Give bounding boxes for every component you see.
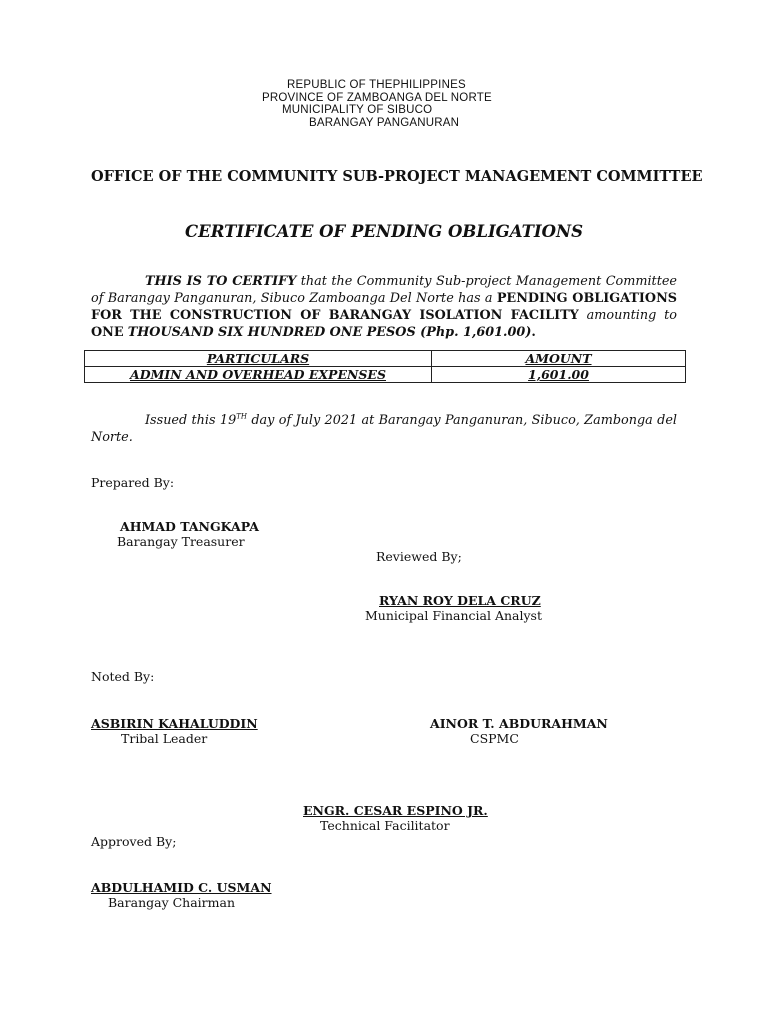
certificate-title: CERTIFICATE OF PENDING OBLIGATIONS: [184, 222, 584, 241]
header-province: PROVINCE OF ZAMBOANGA DEL NORTE: [262, 92, 492, 104]
certify-lead: THIS IS TO CERTIFY: [145, 274, 297, 289]
header-amount: AMOUNT: [432, 351, 686, 367]
table-row: [85, 367, 686, 383]
approved-label: Approved By;: [91, 834, 177, 849]
issued-paragraph: [91, 412, 677, 446]
header-municipality: MUNICIPALITY OF SIBUCO: [282, 104, 433, 116]
certify-amount-words-1: ONE: [91, 325, 124, 340]
approved-role: Barangay Chairman: [108, 895, 236, 910]
noted-left-name: ASBIRIN KAHALUDDIN: [91, 716, 258, 731]
table-header-row: [85, 351, 686, 367]
office-heading: OFFICE OF THE COMMUNITY SUB-PROJECT MANAGEMENT COMMITTEE: [91, 168, 703, 185]
issued-post: day of July 2021 at Barangay Panganuran, Sibuco, Zambonga del Norte.: [91, 413, 677, 445]
noted-center-name: ENGR. CESAR ESPINO JR.: [303, 803, 488, 818]
certify-end: .: [531, 325, 536, 340]
prepared-label: Prepared By:: [91, 475, 175, 490]
reviewed-label: Reviewed By;: [376, 549, 462, 564]
obligations-table: [84, 350, 686, 383]
header-barangay: BARANGAY PANGANURAN: [309, 117, 460, 129]
cell-amount: 1,601.00: [432, 367, 686, 383]
certify-obligation: PENDING OBLIGATIONS FOR THE CONSTRUCTION OF BARANGAY ISOLATION FACILITY: [91, 291, 678, 323]
prepared-name: AHMAD TANGKAPA: [120, 519, 259, 534]
prepared-role: Barangay Treasurer: [117, 534, 245, 549]
noted-right-name: AINOR T. ABDURAHMAN: [430, 716, 608, 731]
noted-left-role: Tribal Leader: [121, 731, 208, 746]
noted-center-role: Technical Facilitator: [320, 818, 450, 833]
header-particulars: PARTICULARS: [85, 351, 432, 367]
cell-particular: ADMIN AND OVERHEAD EXPENSES: [85, 367, 432, 383]
approved-name: ABDULHAMID C. USMAN: [91, 880, 272, 895]
certify-amount-words-2: THOUSAND SIX HUNDRED ONE PESOS (Php. 1,601.00): [127, 325, 532, 340]
certification-paragraph: [91, 273, 677, 341]
header-republic: REPUBLIC OF THEPHILIPPINES: [287, 79, 466, 91]
issued-superscript: TH: [236, 412, 247, 421]
reviewed-name: RYAN ROY DELA CRUZ: [379, 593, 541, 608]
reviewed-role: Municipal Financial Analyst: [365, 608, 542, 623]
certify-text-2: amounting to: [578, 308, 678, 323]
issued-pre: Issued this 19: [145, 413, 237, 428]
noted-label: Noted By:: [91, 669, 155, 684]
noted-right-role: CSPMC: [470, 731, 519, 746]
certify-text-1: that the Community Sub-project Management Committee of Barangay Panganuran, Sibuco Zamboanga Del Norte has a: [91, 274, 677, 306]
